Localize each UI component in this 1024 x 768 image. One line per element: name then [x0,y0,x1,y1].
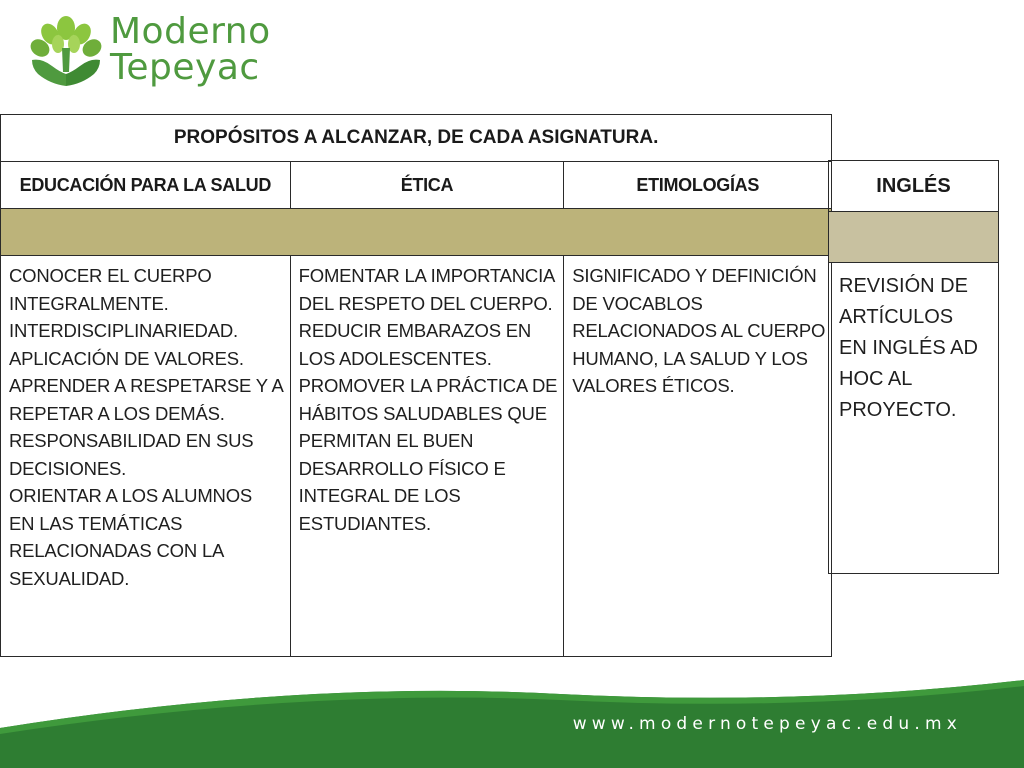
column-body-etica [290,256,564,657]
body-line: SEXUALIDAD. [9,567,130,589]
body-line: HÁBITOS SALUDABLES QUE [298,402,547,424]
body-line: PERMITAN EL BUEN [298,430,474,451]
body-line: DE VOCABLOS [572,292,703,314]
body-line: HOC AL [839,368,913,390]
column-header-etica: ÉTICA [290,162,564,209]
body-line: ARTÍCULOS [839,306,954,328]
body-line: INTEGRALMENTE. [9,292,169,314]
logo-line-2: Tepeyac [110,47,260,88]
logo-line-1: Moderno [110,11,271,52]
body-line: ORIENTAR A LOS ALUMNOS [9,485,253,506]
body-line: SIGNIFICADO Y DEFINICIÓN [572,265,817,286]
body-line: DECISIONES. [9,457,127,479]
school-logo [28,11,318,94]
body-line: REDUCIR EMBARAZOS EN [298,320,532,341]
column-header-salud: EDUCACIÓN PARA LA SALUD [1,162,291,209]
body-line: INTERDISCIPLINARIEDAD. [9,320,238,341]
logo-wordmark [110,11,271,88]
subjects-table [0,114,832,657]
table-title: PROPÓSITOS A ALCANZAR, DE CADA ASIGNATURA. [1,115,832,162]
website-url[interactable]: www.modernotepeyac.edu.mx [572,714,962,734]
body-line: PROYECTO. [839,399,957,421]
body-line: DESARROLLO FÍSICO E [298,457,506,479]
body-line: EN INGLÉS AD [839,337,978,359]
column-body-ingles [829,263,999,574]
body-line: CONOCER EL CUERPO [9,265,212,286]
column-header-etimologias: ETIMOLOGÍAS [564,162,832,209]
body-line: DEL RESPETO DEL CUERPO. [298,292,553,314]
body-line: RELACIONADOS AL CUERPO [572,320,826,341]
body-line: PROMOVER LA PRÁCTICA DE [298,375,558,396]
body-line: RESPONSABILIDAD EN SUS [9,430,254,451]
body-line: APLICACIÓN DE VALORES. [9,347,244,369]
body-line: EN LAS TEMÁTICAS [9,512,183,534]
column-body-salud [1,256,291,657]
column-header-ingles: INGLÉS [829,161,999,212]
body-line: FOMENTAR LA IMPORTANCIA [298,265,556,286]
column-body-etimologias [564,256,832,657]
body-line: REPETAR A LOS DEMÁS. [9,402,225,424]
body-line: INTEGRAL DE LOS [298,485,461,506]
body-line: HUMANO, LA SALUD Y LOS [572,347,808,369]
body-line: RELACIONADAS CON LA [9,540,225,561]
tree-hand-icon [28,14,104,92]
color-band [1,209,832,256]
body-line: REVISIÓN DE [839,275,968,297]
body-line: APRENDER A RESPETARSE Y A [9,375,284,396]
body-line: VALORES ÉTICOS. [572,375,735,396]
body-line: ESTUDIANTES. [298,512,431,534]
english-color-band [829,212,999,263]
english-table [828,160,999,574]
body-line: LOS ADOLESCENTES. [298,347,492,369]
